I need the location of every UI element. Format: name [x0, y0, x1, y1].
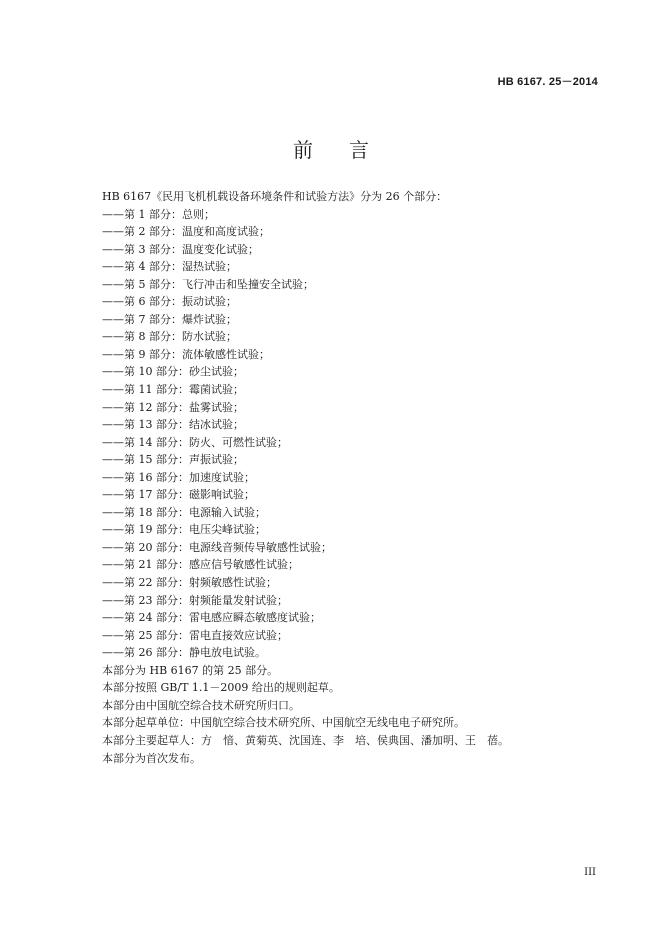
page-title: 前言 — [293, 138, 405, 162]
part-list-item: ——第 10 部分：砂尘试验； — [102, 365, 244, 379]
part-list-item: ——第 9 部分：流体敏感性试验； — [102, 347, 270, 361]
part-list-item: ——第 18 部分：电源输入试验； — [102, 505, 266, 519]
foreword-body — [102, 188, 602, 767]
part-list-item: ——第 16 部分：加速度试验； — [102, 470, 255, 484]
part-list-item: ——第 6 部分：振动试验； — [102, 295, 237, 309]
part-list-item: ——第 22 部分：射频敏感性试验； — [102, 576, 277, 590]
document-code: HB 6167. 25－2014 — [497, 76, 598, 88]
closing-paragraph: 本部分主要起草人：方 愔、黄菊英、沈国连、李 培、侯典国、潘加明、王 蓓。 — [102, 733, 509, 747]
closing-paragraph: 本部分按照 GB/T 1.1－2009 给出的规则起草。 — [102, 681, 340, 695]
closing-paragraphs — [102, 662, 602, 767]
part-list-item: ——第 14 部分：防火、可燃性试验； — [102, 435, 288, 449]
part-list-item: ——第 12 部分：盐雾试验； — [102, 400, 244, 414]
closing-paragraph: 本部分为首次发布。 — [102, 751, 201, 765]
parts-list — [102, 206, 602, 662]
part-list-item: ——第 5 部分：飞行冲击和坠撞安全试验； — [102, 277, 314, 291]
closing-paragraph: 本部分由中国航空综合技术研究所归口。 — [102, 698, 300, 712]
part-list-item: ——第 23 部分：射频能量发射试验； — [102, 593, 288, 607]
part-list-item: ——第 13 部分：结冰试验； — [102, 418, 244, 432]
part-list-item: ——第 17 部分：磁影响试验； — [102, 488, 255, 502]
part-list-item: ——第 11 部分：霉菌试验； — [102, 383, 244, 397]
part-list-item: ——第 3 部分：温度变化试验； — [102, 242, 259, 256]
intro-paragraph: HB 6167《民用飞机机载设备环境条件和试验方法》分为 26 个部分： — [102, 190, 448, 203]
part-list-item: ——第 15 部分：声振试验； — [102, 453, 244, 467]
part-list-item: ——第 8 部分：防水试验； — [102, 330, 237, 344]
part-list-item: ——第 20 部分：电源线音频传导敏感性试验； — [102, 540, 332, 554]
part-list-item: ——第 25 部分：雷电直接效应试验； — [102, 628, 288, 642]
part-list-item: ——第 1 部分：总则； — [102, 207, 215, 221]
part-list-item: ——第 21 部分：感应信号敏感性试验； — [102, 558, 299, 572]
part-list-item: ——第 4 部分：湿热试验； — [102, 260, 237, 274]
closing-paragraph: 本部分为 HB 6167 的第 25 部分。 — [102, 663, 279, 677]
part-list-item: ——第 19 部分：电压尖峰试验； — [102, 523, 266, 537]
part-list-item: ——第 26 部分：静电放电试验。 — [102, 646, 266, 660]
part-list-item: ——第 7 部分：爆炸试验； — [102, 312, 237, 326]
part-list-item: ——第 24 部分：雷电感应瞬态敏感度试验； — [102, 611, 321, 625]
page-number: III — [584, 867, 596, 878]
part-list-item: ——第 2 部分：温度和高度试验； — [102, 225, 270, 239]
closing-paragraph: 本部分起草单位：中国航空综合技术研究所、中国航空无线电电子研究所。 — [102, 716, 465, 730]
